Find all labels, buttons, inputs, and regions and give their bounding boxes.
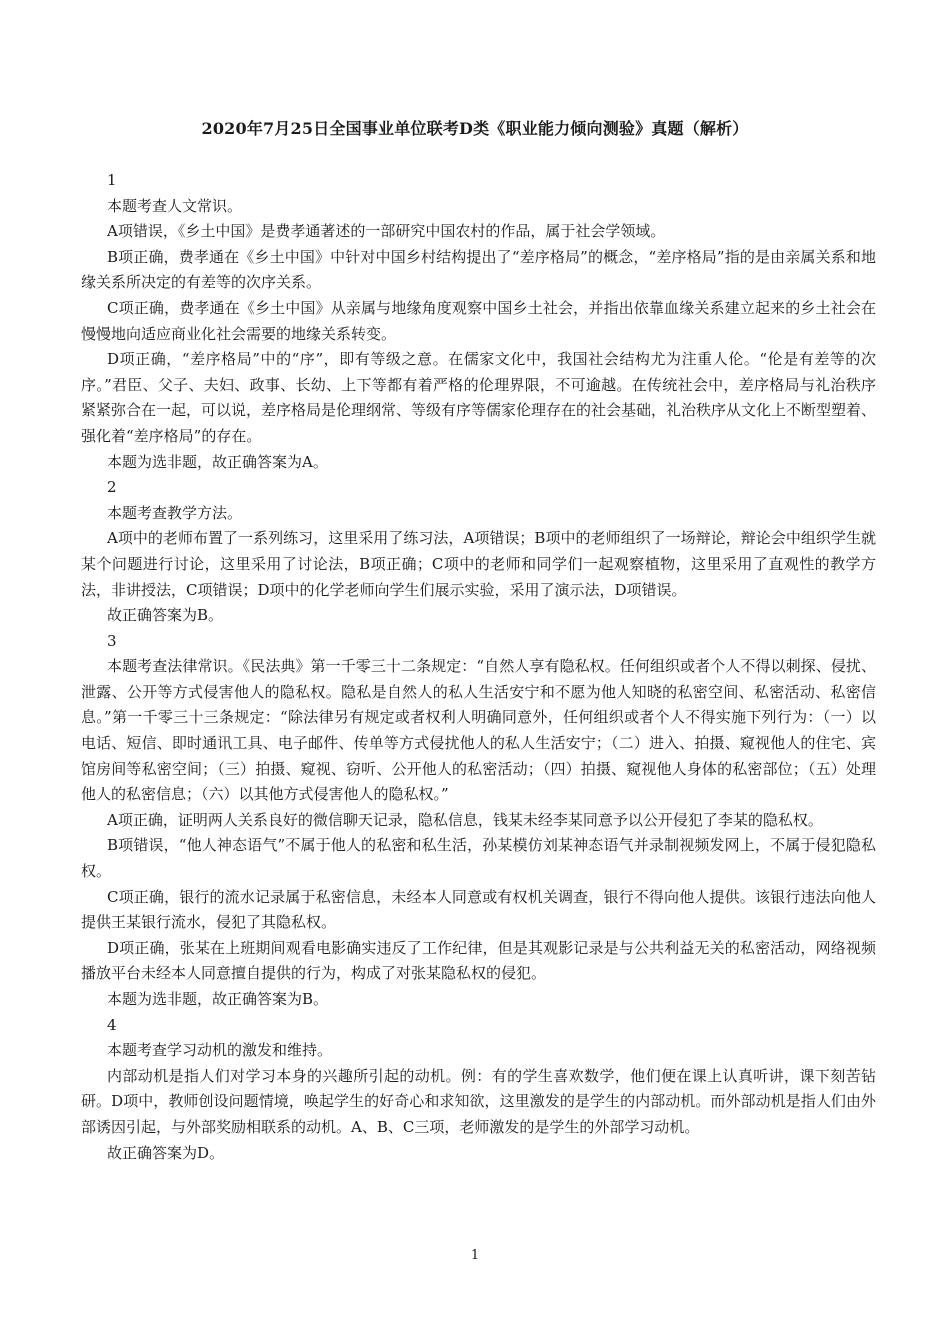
paragraph: D项正确，张某在上班期间观看电影确实违反了工作纪律，但是其观影记录是与公共利益无关的私密活动，网络视频播放平台未经本人同意擅自提供的行为，构成了对张某隐私权的侵犯。 <box>81 938 876 983</box>
paragraph: 内部动机是指人们对学习本身的兴趣所引起的动机。例：有的学生喜欢数学，他们便在课上认真听讲，课下刻苦钻研。D项中，教师创设问题情境，唤起学生的好奇心和求知欲，这里激发的是学生的内部动机。而外部动机是指人们由外部诱因引起，与外部奖励相联系的动机。A、B、C三项，老师激发的是学生的外部学习动机。 <box>81 1066 876 1136</box>
paragraph: 本题为选非题，故正确答案为A。 <box>107 452 328 471</box>
paragraph: A项正确，证明两人关系良好的微信聊天记录，隐私信息，钱某未经李某同意予以公开侵犯了李某的隐私权。 <box>107 810 823 829</box>
question-number: 3 <box>107 631 117 650</box>
document-title: 2020年7月25日全国事业单位联考D类《职业能力倾向测验》真题（解析） <box>201 119 749 138</box>
paragraph: 本题考查法律常识。《民法典》第一千零三十二条规定：“自然人享有隐私权。任何组织或者个人不得以刺探、侵扰、泄露、公开等方式侵害他人的隐私权。隐私是自然人的私人生活安宁和不愿为他人知晓的私密空间、私密活动、私密信息。”第一千零三十三条规定：“除法律另有规定或者权利人明确同意外，任何组织或者个人不得实施下列行为：（一）以电话、短信、即时通讯工具、电子邮件、传单等方式侵扰他人的私人生活安宁；（二）进入、拍摄、窥视他人的住宅、宾馆房间等私密空间；（三）拍摄、窥视、窃听、公开他人的私密活动；（四）拍摄、窥视他人身体的私密部位；（五）处理他人的私密信息；（六）以其他方式侵害他人的隐私权。” <box>81 657 876 804</box>
paragraph: 本题考查学习动机的激发和维持。 <box>107 1041 333 1060</box>
question-number: 1 <box>107 171 117 189</box>
paragraph: A项中的老师布置了一系列练习，这里采用了练习法，A项错误；B项中的老师组织了一场辩论，辩论会中组织学生就某个问题进行讨论，这里采用了讨论法，B项正确；C项中的老师和同学们一起观察植物，这里采用了直观性的教学方法，非讲授法，C项错误；D项中的化学老师向学生们展示实验，采用了演示法，D项错误。 <box>81 529 876 599</box>
paragraph: C项正确，费孝通在《乡土中国》从亲属与地缘角度观察中国乡土社会，并指出依靠血缘关系建立起来的乡土社会在慢慢地向适应商业化社会需要的地缘关系转变。 <box>81 298 876 343</box>
page-number: 1 <box>470 1248 480 1263</box>
document-body <box>81 168 876 1166</box>
paragraph: C项正确，银行的流水记录属于私密信息，未经本人同意或有权机关调查，银行不得向他人提供。该银行违法向他人提供王某银行流水，侵犯了其隐私权。 <box>81 887 876 932</box>
question-number: 2 <box>107 478 117 497</box>
paragraph: 本题考查教学方法。 <box>107 503 243 522</box>
paragraph: 故正确答案为D。 <box>107 1143 225 1162</box>
paragraph: 故正确答案为B。 <box>107 606 224 625</box>
paragraph: B项正确，费孝通在《乡土中国》中针对中国乡村结构提出了“差序格局”的概念，“差序格局”指的是由亲属关系和地缘关系所决定的有差等的次序关系。 <box>81 247 876 292</box>
paragraph: 本题为选非题，故正确答案为B。 <box>107 990 329 1008</box>
paragraph: 本题考查人文常识。 <box>107 196 243 215</box>
paragraph: D项正确，“差序格局”中的“序”，即有等级之意。在儒家文化中，我国社会结构尤为注重人伦。“伦是有差等的次序。”君臣、父子、夫妇、政事、长幼、上下等都有着严格的伦理界限，不可逾越。在传统社会中，差序格局与礼治秩序紧紧弥合在一起，可以说，差序格局是伦理纲常、等级有序等儒家伦理存在的社会基础，礼治秩序从文化上不断型塑着、强化着“差序格局”的存在。 <box>81 350 877 445</box>
paragraph: A项错误，《乡土中国》是费孝通著述的一部研究中国农村的作品，属于社会学领域。 <box>107 222 666 241</box>
question-number: 4 <box>107 1015 117 1034</box>
paragraph: B项错误，“他人神态语气”不属于他人的私密和私生活，孙某模仿刘某神态语气并录制视频发网上，不属于侵犯隐私权。 <box>81 836 876 881</box>
